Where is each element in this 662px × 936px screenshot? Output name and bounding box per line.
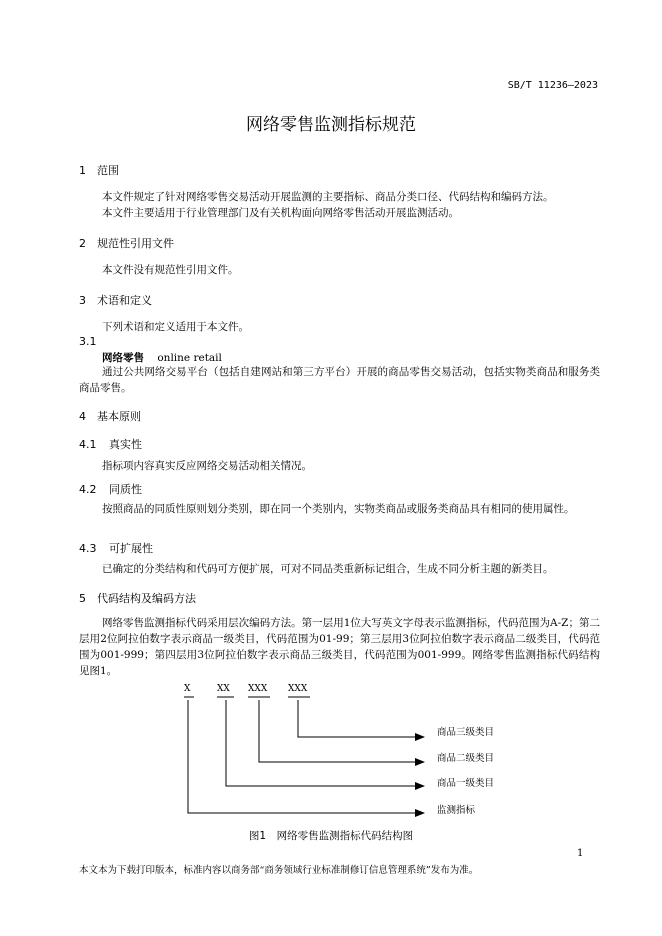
term-chinese: 网络零售: [102, 352, 144, 364]
section-4-number: 4: [79, 410, 86, 423]
standard-number: SB/T 11236—2023: [507, 80, 598, 91]
section-2-number: 2: [79, 237, 86, 250]
section-4-2-title: 同质性: [109, 483, 142, 496]
section-4-1-number: 4.1: [79, 438, 97, 451]
label-monitoring-indicator: 监测指标: [437, 805, 476, 816]
section-4-2-number: 4.2: [79, 483, 97, 496]
section-3-paragraph-1: 下列术语和定义适用于本文件。: [102, 321, 249, 333]
term-english: online retail: [157, 352, 222, 364]
section-4-3-title: 可扩展性: [109, 542, 153, 555]
section-4-3-number: 4.3: [79, 542, 97, 555]
section-2-title: 规范性引用文件: [97, 237, 174, 250]
label-third-level-category: 商品三级类目: [437, 727, 495, 738]
section-4-1-text: 指标项内容真实反应网络交易活动相关情况。: [102, 460, 312, 472]
section-1-number: 1: [79, 164, 86, 177]
section-5-paragraph-1: 网络零售监测指标代码采用层次编码方法。第一层用1位大写英文字母表示监测指标，代码范围为A-Z；第二层用2位阿拉伯数字表示商品一级类目，代码范围为01-99；第三层用3位阿拉伯数字表示商品二级类目，代码范围为001-999；第四层用3位阿拉伯数字表示商品三级类目，代码范围为001-999。网络零售监测指标代码结构见图1。: [79, 617, 600, 677]
section-5-title: 代码结构及编码方法: [97, 592, 196, 605]
term-number: 3.1: [79, 335, 97, 348]
section-4-3-text: 已确定的分类结构和代码可方便扩展，可对不同品类重新标记组合，生成不同分析主题的新类目。: [102, 563, 554, 575]
section-4-2-text: 按照商品的同质性原则划分类别，即在同一个类别内，实物类商品或服务类商品具有相同的使用属性。: [102, 503, 575, 515]
page-number: 1: [577, 848, 584, 859]
section-1-paragraph-1: 本文件规定了针对网络零售交易活动开展监测的主要指标、商品分类口径、代码结构和编码方法。: [102, 191, 554, 203]
section-3-number: 3: [79, 294, 86, 307]
code-letter: X: [184, 684, 191, 694]
section-4-1-title: 真实性: [109, 438, 142, 451]
footer-note: 本文本为下载打印版本，标准内容以商务部“商务领域行业标准制修订信息管理系统”发布为准。: [79, 865, 479, 876]
connector-first-level: [226, 700, 424, 786]
code-first-level: XX: [217, 684, 230, 694]
code-third-level: XXX: [288, 684, 308, 694]
connector-indicator: [188, 700, 424, 813]
section-4-title: 基本原则: [97, 410, 141, 423]
term-definition: 通过公共网络交易平台（包括自建网站和第三方平台）开展的商品零售交易活动，包括实物类商品和服务类商品零售。: [79, 366, 600, 394]
code-second-level: XXX: [248, 684, 268, 694]
label-first-level-category: 商品一级类目: [437, 778, 495, 789]
label-second-level-category: 商品二级类目: [437, 753, 495, 764]
connector-third-level: [298, 700, 424, 737]
connector-second-level: [259, 700, 424, 762]
section-1-title: 范围: [97, 164, 119, 177]
section-3-title: 术语和定义: [97, 294, 152, 307]
section-5-number: 5: [79, 592, 86, 605]
section-1-paragraph-2: 本文件主要适用于行业管理部门及有关机构面向网络零售活动开展监测活动。: [102, 207, 459, 219]
section-2-paragraph-1: 本文件没有规范性引用文件。: [102, 264, 239, 276]
document-title: 网络零售监测指标规范: [246, 115, 416, 135]
figure-caption: 图1 网络零售监测指标代码结构图: [248, 830, 414, 842]
